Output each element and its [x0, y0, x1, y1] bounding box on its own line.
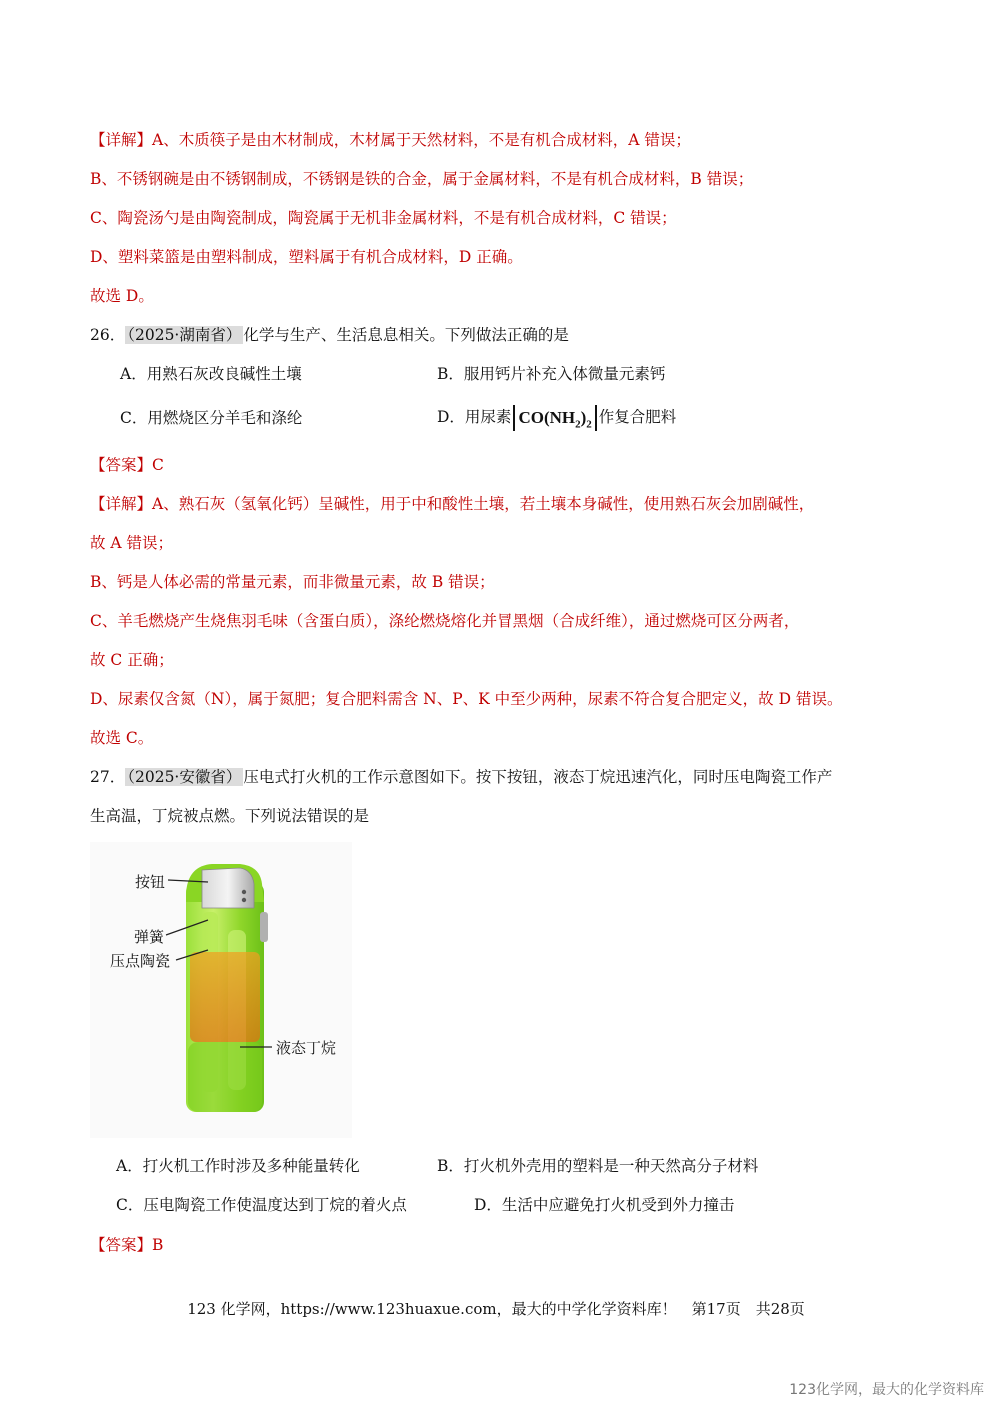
- detail-tag: 【详解】: [90, 131, 153, 149]
- q26-detail-line-1: 【详解】A、熟石灰（氢氧化钙）呈碱性，用于中和酸性土壤，若土壤本身碱性，使用熟石灰会加剧碱性，: [90, 495, 815, 513]
- answer-value: B: [152, 1236, 164, 1254]
- lighter-cap: [202, 868, 254, 908]
- q26-detail-line-5: 故 C 正确；: [90, 651, 174, 669]
- q27-stem-line-1: 27． （2025·安徽省） 压电式打火机的工作示意图如下。按下按钮，液态丁烷迅速汽化，同时压电陶瓷工作产: [90, 768, 833, 786]
- q26-detail-line-3: B、钙是人体必需的常量元素，而非微量元素，故 B 错误；: [90, 573, 495, 591]
- lighter-diagram: [90, 842, 352, 1138]
- detail-tag: 【详解】: [90, 495, 153, 513]
- question-source: （2025·安徽省）: [127, 768, 242, 786]
- butane-liquid: [190, 952, 260, 1042]
- q26-detail-line-4: C、羊毛燃烧产生烧焦羽毛味（含蛋白质），涤纶燃烧熔化并冒黑烟（合成纤维），通过燃烧可区分两者，: [90, 612, 800, 630]
- q26-option-d: D．用尿素 $CO(NH_2)_2$ 作复合肥料: [437, 405, 676, 431]
- question-number: 27．: [90, 768, 126, 786]
- q26-conclusion: 故选 C。: [90, 729, 154, 747]
- q27-stem-line-2: 生高温，丁烷被点燃。下列说法错误的是: [90, 807, 370, 825]
- q25-detail-line-4: D、塑料菜篮是由塑料制成，塑料属于有机合成材料，D 正确。: [90, 248, 523, 266]
- q26-stem: 26． （2025·湖南省） 化学与生产、生活息息相关。下列做法正确的是: [90, 326, 569, 344]
- label-spring: 弹簧: [134, 928, 165, 946]
- lighter-illustration: [90, 842, 352, 1138]
- q25-conclusion: 故选 D。: [90, 287, 154, 305]
- q26-detail-line-6: D、尿素仅含氮（N），属于氮肥；复合肥料需含 N、P、K 中至少两种，尿素不符合复合肥定义，故 D 错误。: [90, 690, 843, 708]
- q25-detail-line-2: B、不锈钢碗是由不锈钢制成，不锈钢是铁的合金，属于金属材料，不是有机合成材料，B 错误；: [90, 170, 754, 188]
- question-source: （2025·湖南省）: [127, 326, 242, 344]
- q25-detail-line-1: 【详解】A、木质筷子是由木材制成，木材属于天然材料，不是有机合成材料，A 错误；: [90, 131, 691, 149]
- q26-option-a: A．用熟石灰改良碱性土壤: [120, 365, 302, 383]
- q27-option-d: D．生活中应避免打火机受到外力撞击: [474, 1196, 735, 1214]
- q26-detail-line-2: 故 A 错误；: [90, 534, 174, 552]
- q26-option-b: B．服用钙片补充入体微量元素钙: [437, 365, 666, 383]
- question-number: 26．: [90, 326, 126, 344]
- watermark: 123化学网，最大的化学资料库: [789, 1382, 984, 1398]
- q27-option-b: B．打火机外壳用的塑料是一种天然高分子材料: [437, 1157, 759, 1175]
- label-ceramic: 压点陶瓷: [110, 952, 171, 970]
- q27-answer: [90, 1234, 163, 1256]
- answer-tag: 【答案】: [90, 1236, 153, 1254]
- label-butane: 液态丁烷: [276, 1039, 337, 1057]
- q26-option-c: C．用燃烧区分羊毛和涤纶: [120, 409, 303, 427]
- q25-detail-line-3: C、陶瓷汤勺是由陶瓷制成，陶瓷属于无机非金属材料，不是有机合成材料，C 错误；: [90, 209, 677, 227]
- answer-tag: 【答案】: [90, 456, 153, 474]
- q27-option-c: C．压电陶瓷工作使温度达到丁烷的着火点: [116, 1196, 407, 1214]
- urea-formula: $CO(NH_2)_2$: [513, 405, 596, 431]
- label-button: 按钮: [135, 873, 166, 891]
- q26-answer: [90, 454, 164, 476]
- q27-option-a: A．打火机工作时涉及多种能量转化: [116, 1157, 360, 1175]
- answer-value: C: [152, 456, 164, 474]
- page-footer: 123 化学网，https://www.123huaxue.com，最大的中学化学资料库！ 第17页 共28页: [187, 1300, 805, 1318]
